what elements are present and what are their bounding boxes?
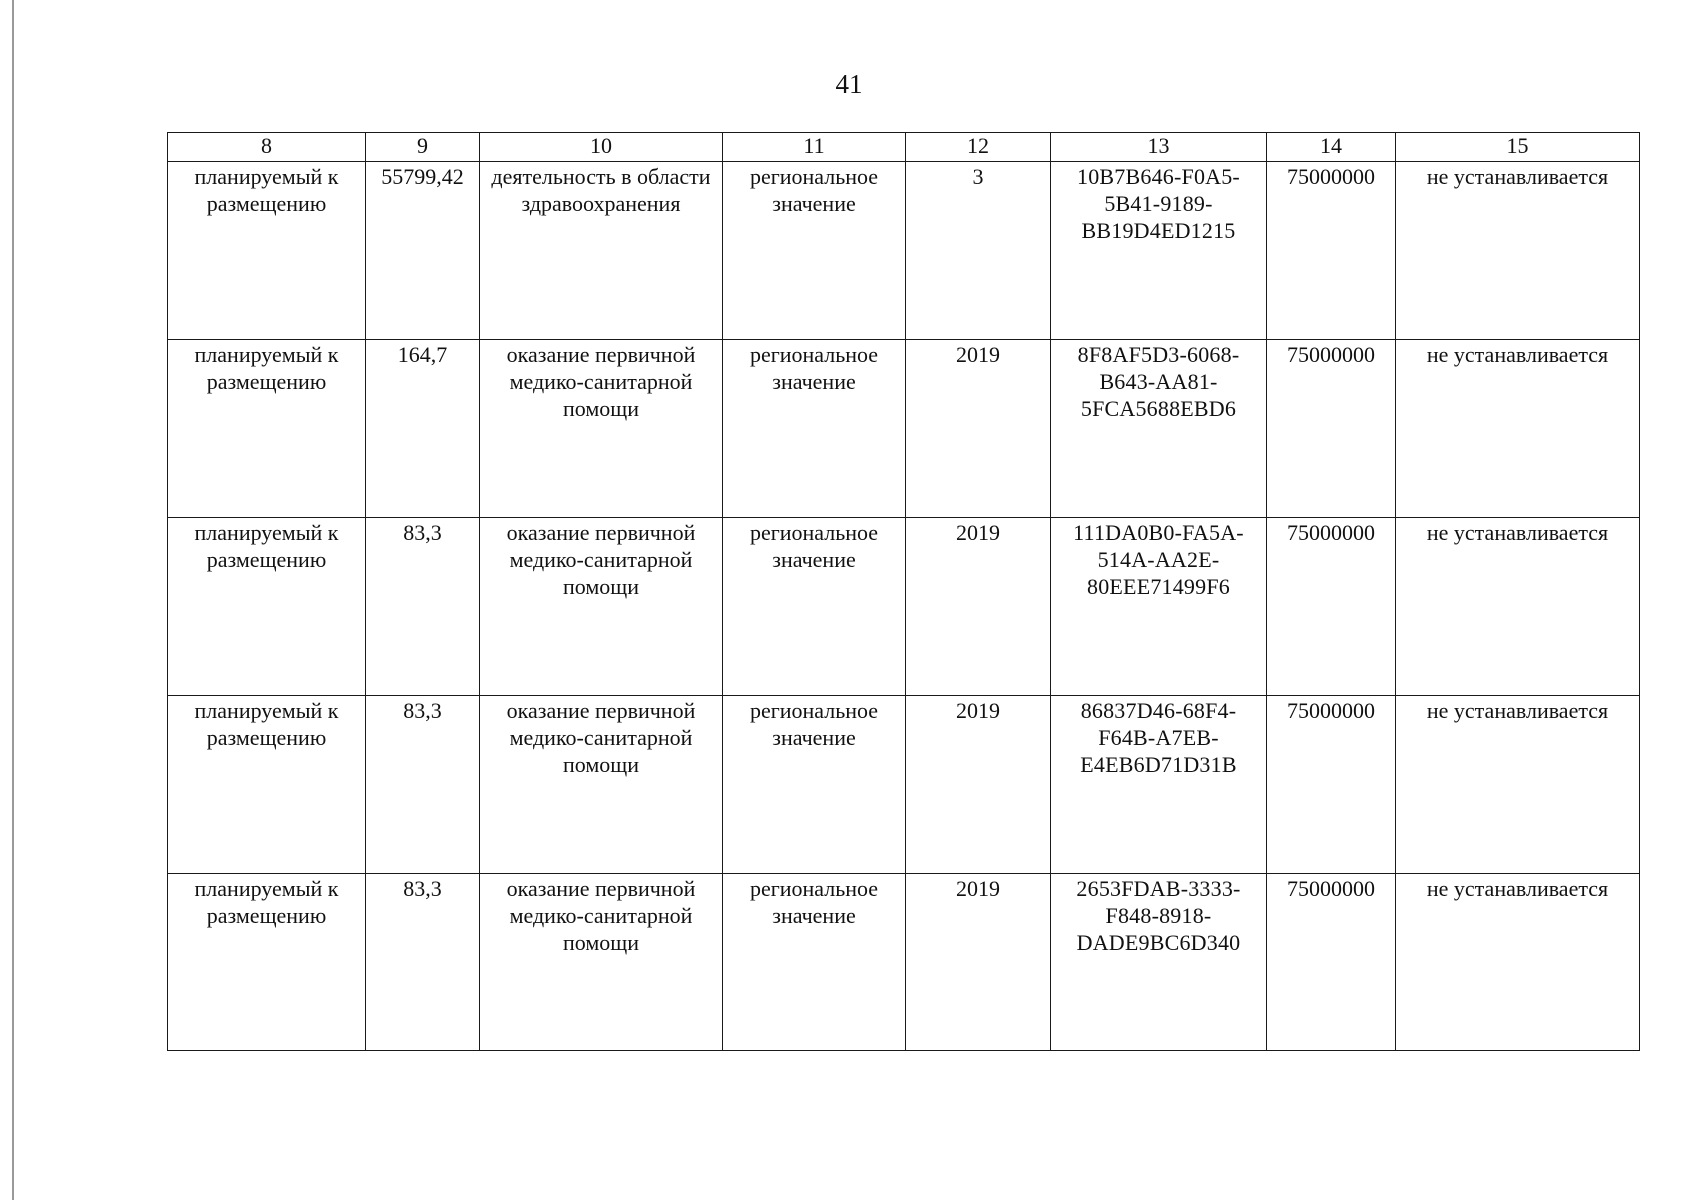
activity-text: деятельность в области здравоохранения <box>491 164 711 216</box>
oktmo-cell <box>1267 162 1396 340</box>
activity-text: оказание первичной медико-санитарной помощи <box>506 698 696 777</box>
year-cell <box>906 518 1051 696</box>
activity-text: оказание первичной медико-санитарной помощи <box>506 342 696 421</box>
page-number: 41 <box>835 69 863 99</box>
status-text: планируемый к размещению <box>194 342 339 394</box>
guid-cell <box>1051 518 1267 696</box>
year-cell <box>906 162 1051 340</box>
table-row <box>168 874 1640 1051</box>
significance-text: региональное значение <box>749 698 879 750</box>
significance-text: региональное значение <box>749 164 879 216</box>
significance-cell <box>723 874 906 1051</box>
column-header: 14 <box>1267 133 1396 162</box>
status-cell <box>168 518 366 696</box>
year-value: 3 <box>972 164 984 189</box>
significance-text: региональное значение <box>749 876 879 928</box>
oktmo-cell <box>1267 340 1396 518</box>
guid-value: 86837D46-68F4-F64B-A7EB-E4EB6D71D31B <box>1080 698 1237 777</box>
year-value: 2019 <box>956 520 1000 545</box>
area-value: 83,3 <box>403 698 442 723</box>
zone-cell <box>1396 162 1640 340</box>
oktmo-cell <box>1267 696 1396 874</box>
area-cell <box>366 874 480 1051</box>
column-header: 12 <box>906 133 1051 162</box>
activity-text: оказание первичной медико-санитарной помощи <box>506 876 696 955</box>
guid-cell <box>1051 340 1267 518</box>
status-cell <box>168 340 366 518</box>
oktmo-value: 75000000 <box>1287 698 1375 723</box>
oktmo-value: 75000000 <box>1287 876 1375 901</box>
significance-cell <box>723 340 906 518</box>
status-text: планируемый к размещению <box>194 164 339 216</box>
oktmo-value: 75000000 <box>1287 520 1375 545</box>
activity-cell <box>480 162 723 340</box>
activity-text: оказание первичной медико-санитарной помощи <box>506 520 696 599</box>
header-row <box>168 133 1640 162</box>
guid-value: 8F8AF5D3-6068-B643-AA81-5FCA5688EBD6 <box>1077 342 1240 421</box>
area-value: 55799,42 <box>381 164 464 189</box>
guid-cell <box>1051 162 1267 340</box>
activity-cell <box>480 518 723 696</box>
planned-objects-table <box>167 132 1640 1051</box>
status-cell <box>168 874 366 1051</box>
area-cell <box>366 696 480 874</box>
significance-cell <box>723 696 906 874</box>
zone-text: не устанавливается <box>1426 342 1609 367</box>
table-row <box>168 340 1640 518</box>
status-cell <box>168 696 366 874</box>
table-row <box>168 162 1640 340</box>
year-cell <box>906 874 1051 1051</box>
area-cell <box>366 162 480 340</box>
zone-text: не устанавливается <box>1426 520 1609 545</box>
year-value: 2019 <box>956 876 1000 901</box>
guid-cell <box>1051 696 1267 874</box>
guid-value: 10B7B646-F0A5-5B41-9189-BB19D4ED1215 <box>1077 164 1240 243</box>
column-header: 13 <box>1051 133 1267 162</box>
area-cell <box>366 518 480 696</box>
significance-text: региональное значение <box>749 520 879 572</box>
status-cell <box>168 162 366 340</box>
significance-text: региональное значение <box>749 342 879 394</box>
oktmo-value: 75000000 <box>1287 342 1375 367</box>
zone-text: не устанавливается <box>1426 876 1609 901</box>
year-value: 2019 <box>956 698 1000 723</box>
scan-edge-line <box>12 0 14 1200</box>
area-value: 83,3 <box>403 520 442 545</box>
table-row <box>168 696 1640 874</box>
zone-cell <box>1396 340 1640 518</box>
area-cell <box>366 340 480 518</box>
guid-value: 111DA0B0-FA5A-514A-AA2E-80EEE71499F6 <box>1073 520 1244 599</box>
status-text: планируемый к размещению <box>194 520 339 572</box>
activity-cell <box>480 696 723 874</box>
year-value: 2019 <box>956 342 1000 367</box>
zone-text: не устанавливается <box>1426 164 1609 189</box>
area-value: 164,7 <box>397 342 448 367</box>
significance-cell <box>723 162 906 340</box>
oktmo-cell <box>1267 874 1396 1051</box>
zone-cell <box>1396 874 1640 1051</box>
table-row <box>168 518 1640 696</box>
column-header: 9 <box>366 133 480 162</box>
oktmo-cell <box>1267 518 1396 696</box>
significance-cell <box>723 518 906 696</box>
activity-cell <box>480 874 723 1051</box>
year-cell <box>906 340 1051 518</box>
guid-cell <box>1051 874 1267 1051</box>
status-text: планируемый к размещению <box>194 698 339 750</box>
column-header: 11 <box>723 133 906 162</box>
oktmo-value: 75000000 <box>1287 164 1375 189</box>
status-text: планируемый к размещению <box>194 876 339 928</box>
column-header: 8 <box>168 133 366 162</box>
column-header: 15 <box>1396 133 1640 162</box>
zone-text: не устанавливается <box>1426 698 1609 723</box>
year-cell <box>906 696 1051 874</box>
zone-cell <box>1396 696 1640 874</box>
guid-value: 2653FDAB-3333-F848-8918-DADE9BC6D340 <box>1076 876 1241 955</box>
zone-cell <box>1396 518 1640 696</box>
activity-cell <box>480 340 723 518</box>
column-header: 10 <box>480 133 723 162</box>
area-value: 83,3 <box>403 876 442 901</box>
